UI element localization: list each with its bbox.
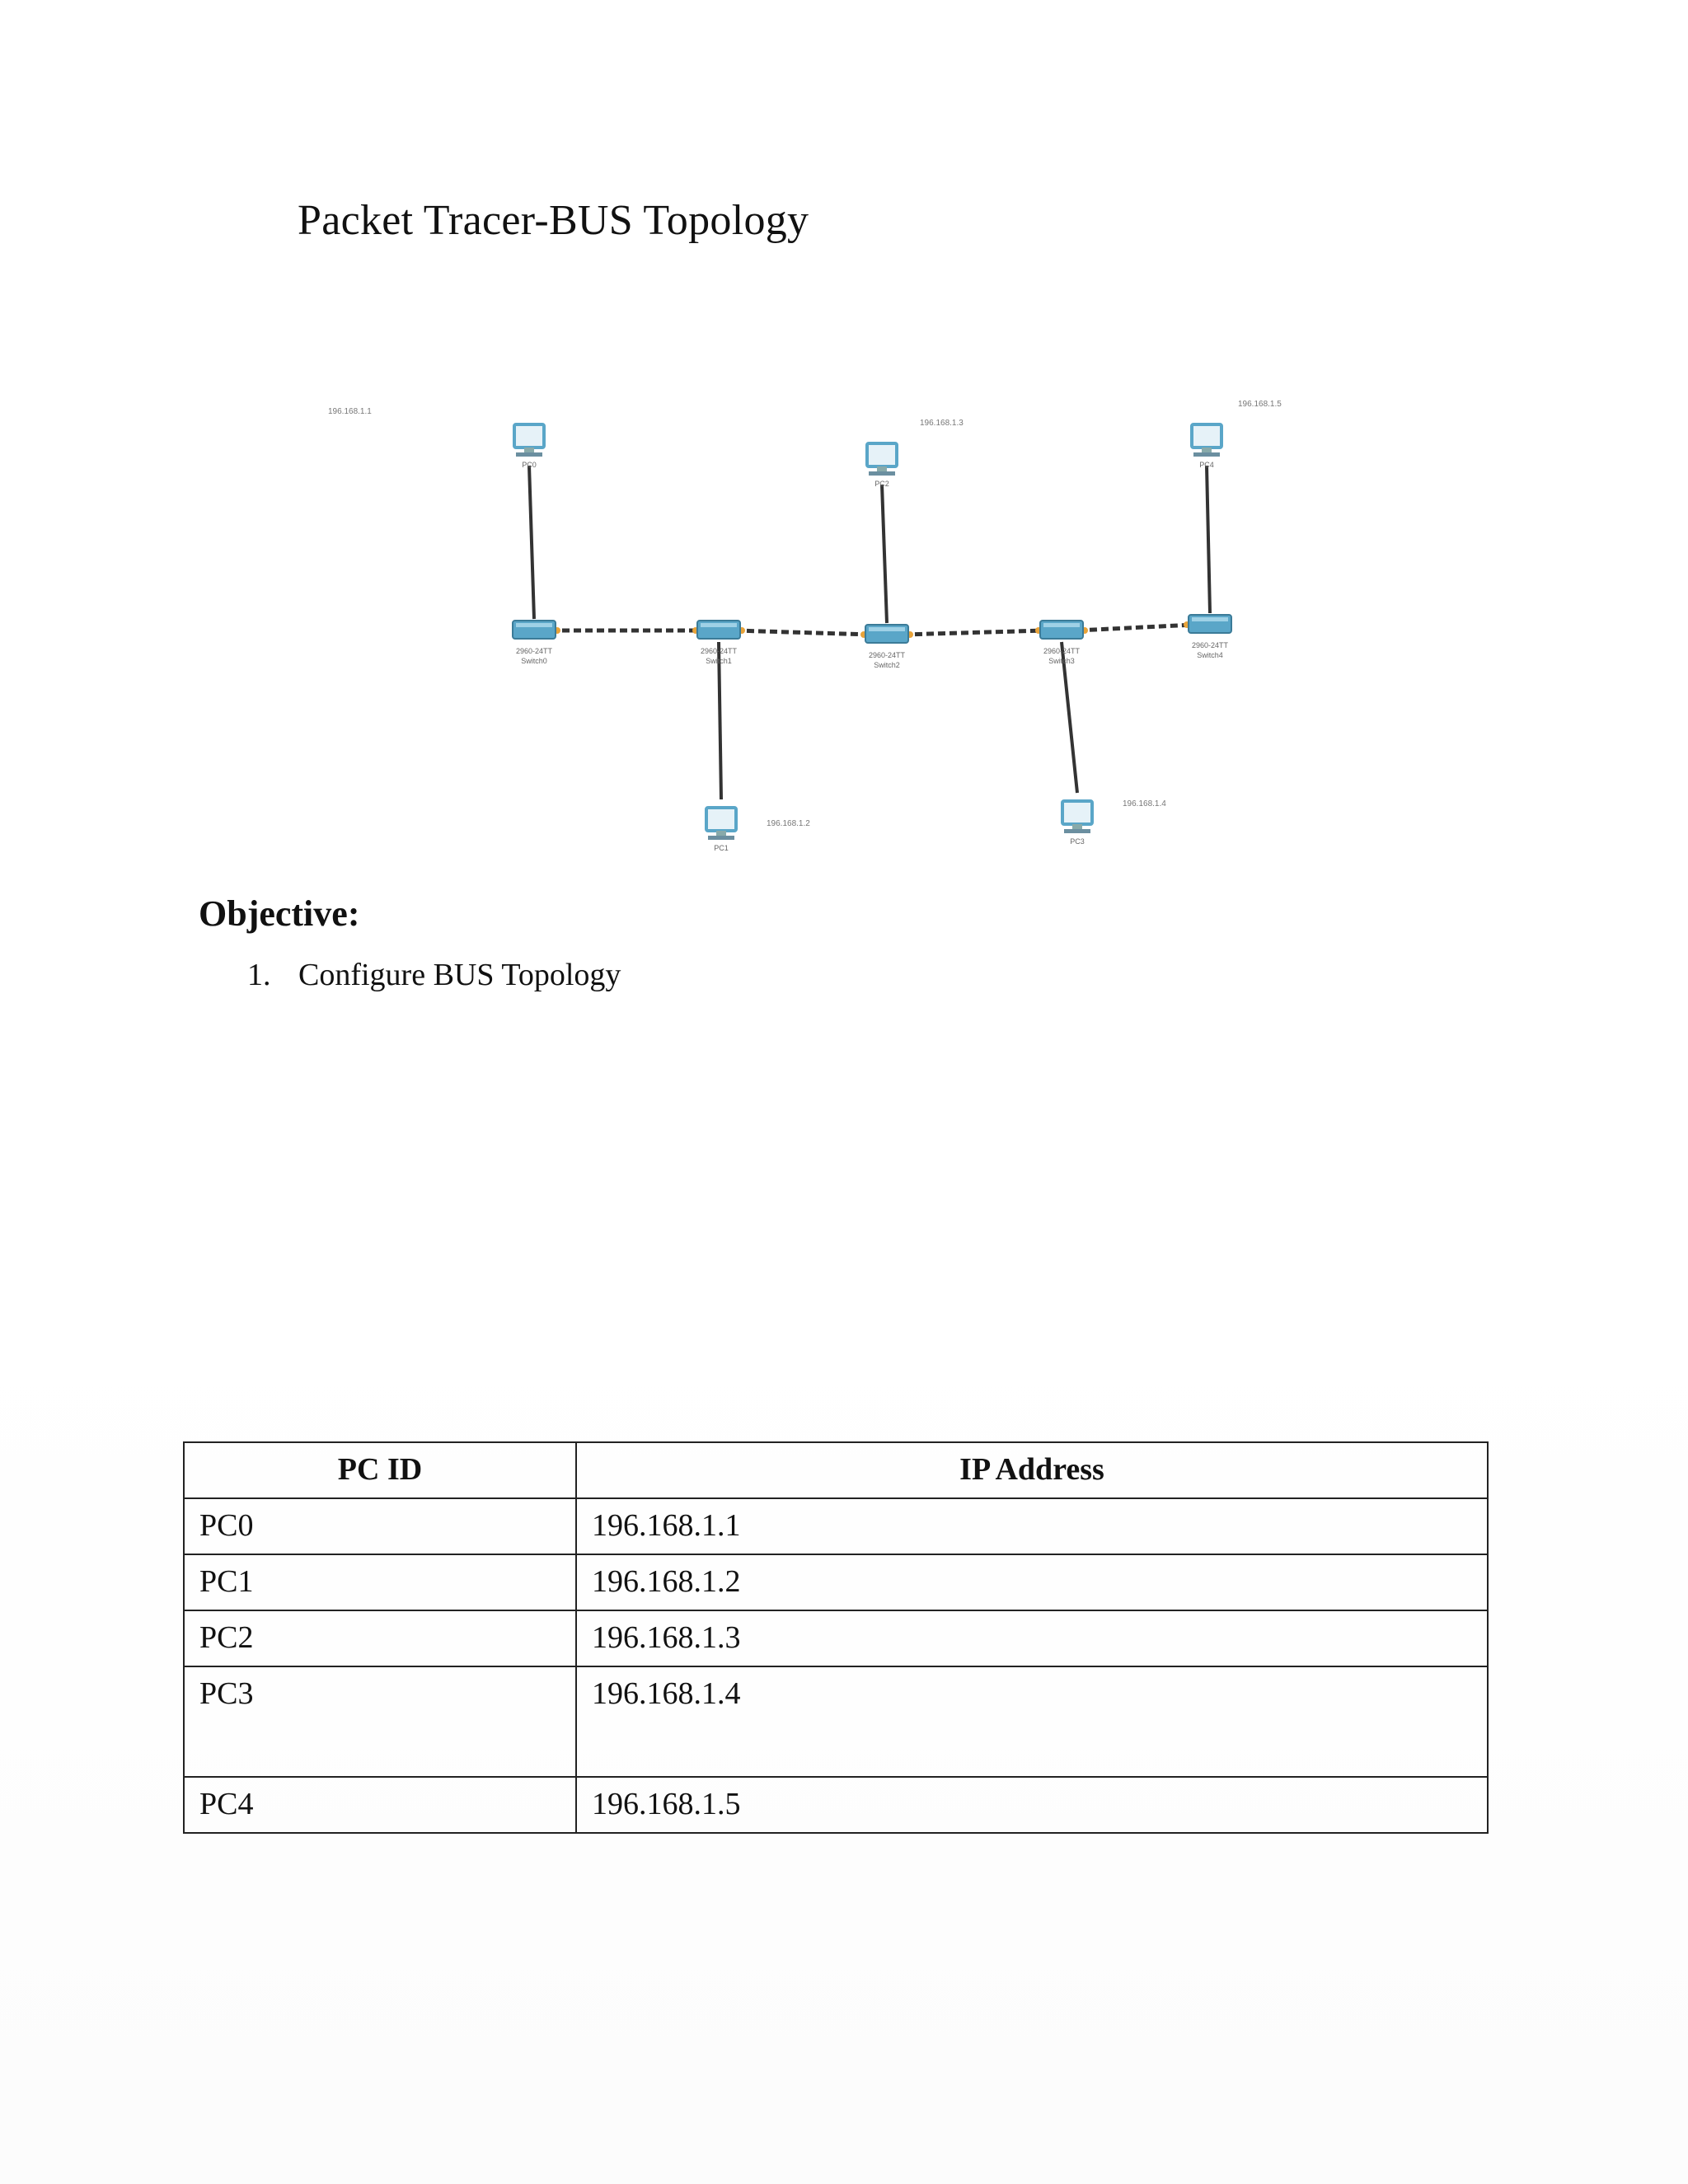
objective-list-item [247, 957, 621, 993]
pc-ip-label: 196.168.1.2 [767, 819, 810, 828]
cell-ip: 196.168.1.4 [576, 1666, 1488, 1777]
cell-ip: 196.168.1.2 [576, 1554, 1488, 1610]
cell-pc-id: PC3 [184, 1666, 576, 1777]
pc-monitor-icon [514, 424, 544, 448]
cell-ip: 196.168.1.1 [576, 1498, 1488, 1554]
switch-name-label: Switch1 [706, 657, 732, 665]
pc-name-label: PC1 [714, 844, 729, 852]
objective-item-number: 1. [247, 958, 271, 992]
cell-ip: 196.168.1.5 [576, 1777, 1488, 1833]
switch-model-label: 2960-24TT [1043, 647, 1081, 655]
cell-pc-id: PC0 [184, 1498, 576, 1554]
switch-name-label: Switch3 [1048, 657, 1075, 665]
objective-item-text: Configure BUS Topology [298, 958, 621, 992]
pc-stand-icon [877, 466, 887, 471]
switch-icon-highlight [1043, 623, 1080, 627]
pc-link [529, 466, 534, 619]
switch-icon-highlight [1192, 617, 1228, 621]
pc-base-icon [869, 471, 895, 476]
switch-icon-highlight [701, 623, 737, 627]
table-header-row [184, 1442, 1488, 1498]
pc-name-label: PC0 [522, 461, 537, 469]
table-row [184, 1498, 1488, 1554]
ip-address-table [183, 1441, 1489, 1834]
pc-link [719, 642, 721, 799]
table-row [184, 1554, 1488, 1610]
header-ip-address: IP Address [576, 1442, 1488, 1498]
pc-name-label: PC2 [874, 480, 889, 488]
bus-link [1078, 625, 1193, 630]
pc-name-label: PC3 [1070, 837, 1085, 846]
pc-stand-icon [716, 831, 726, 836]
pc-monitor-icon [1192, 424, 1221, 448]
switch-name-label: Switch0 [521, 657, 547, 665]
pc-ip-label: 196.168.1.5 [1238, 400, 1282, 409]
cell-pc-id: PC1 [184, 1554, 576, 1610]
cell-pc-id: PC4 [184, 1777, 576, 1833]
switch-name-label: Switch2 [874, 661, 900, 669]
switch-icon-highlight [869, 627, 905, 631]
cell-ip: 196.168.1.3 [576, 1610, 1488, 1666]
pc-ip-label: 196.168.1.3 [920, 419, 964, 428]
pc-link [1207, 466, 1210, 613]
pc-link [882, 485, 887, 623]
header-pc-id: PC ID [184, 1442, 576, 1498]
pc-base-icon [708, 836, 734, 840]
pc-stand-icon [1072, 824, 1082, 829]
topology-canvas [305, 379, 1335, 874]
objective-heading: Objective: [199, 893, 360, 934]
table-row [184, 1666, 1488, 1777]
table-row [184, 1610, 1488, 1666]
pc-monitor-icon [706, 808, 736, 831]
pc-monitor-icon [867, 443, 897, 466]
switch-model-label: 2960-24TT [1191, 641, 1229, 649]
page-title: Packet Tracer-BUS Topology [298, 197, 809, 244]
pc-stand-icon [1202, 448, 1212, 452]
switch-model-label: 2960-24TT [700, 647, 738, 655]
switch-name-label: Switch4 [1197, 651, 1223, 659]
pc-monitor-icon [1062, 801, 1092, 824]
bus-topology-diagram [305, 379, 1335, 874]
switch-model-label: 2960-24TT [868, 651, 906, 659]
cell-pc-id: PC2 [184, 1610, 576, 1666]
pc-base-icon [1064, 829, 1090, 833]
pc-base-icon [1193, 452, 1220, 457]
pc-base-icon [516, 452, 542, 457]
pc-ip-label: 196.168.1.4 [1123, 799, 1166, 808]
switch-icon-highlight [516, 623, 552, 627]
switch-model-label: 2960-24TT [515, 647, 553, 655]
table-row [184, 1777, 1488, 1833]
pc-stand-icon [524, 448, 534, 452]
pc-ip-label: 196.168.1.1 [328, 407, 372, 416]
bus-link [735, 630, 870, 635]
pc-name-label: PC4 [1199, 461, 1214, 469]
bus-link [903, 630, 1045, 635]
